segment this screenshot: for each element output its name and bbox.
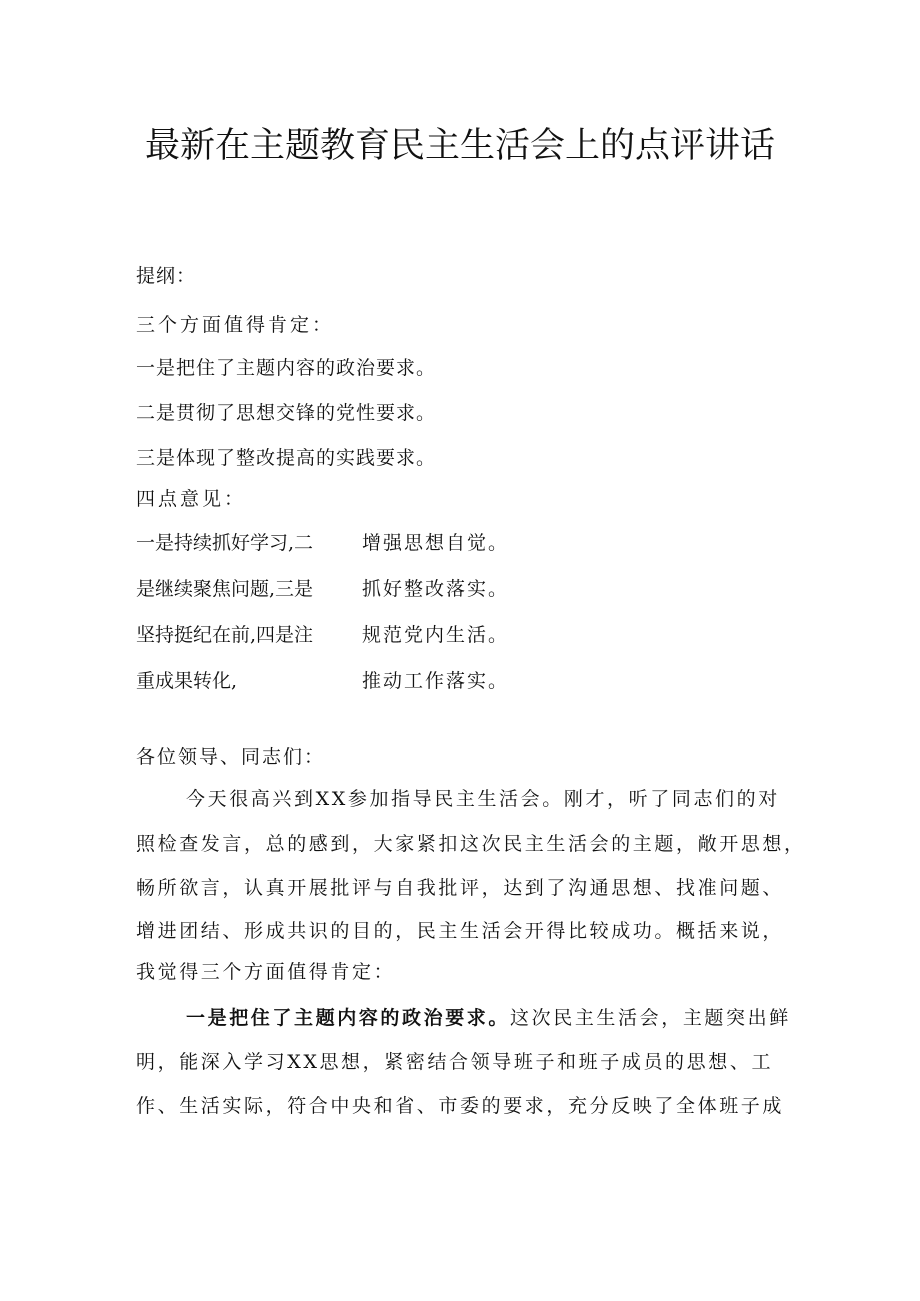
paragraph-line: 畅所欲言，认真开展批评与自我批评，达到了沟通思想、找准问题、 [136, 877, 785, 899]
four-points-right-column [362, 520, 509, 704]
document-title: 最新在主题教育民主生活会上的点评讲话 [144, 126, 775, 166]
paragraph-text: 这次民主生活会，主题突出鲜 [510, 1007, 791, 1029]
four-points-label: 四点意见： [136, 488, 247, 510]
bold-lead-heading: 一是把住了主题内容的政治要求。 [186, 1007, 511, 1029]
four-points-left-line: 是继续聚焦问题,三是 [136, 578, 314, 600]
aspect-item: 三是体现了整改提高的实践要求。 [136, 447, 437, 469]
paragraph-line: 我觉得三个方面值得肯定： [136, 961, 396, 983]
paragraph-line: 今天很高兴到XX参加指导民主生活会。刚才，听了同志们的对 [186, 788, 780, 810]
four-points-left-line: 一是持续抓好学习,二 [136, 532, 314, 554]
paragraph-line: 明，能深入学习XX思想，紧密结合领导班子和班子成员的思想、工 [136, 1051, 774, 1073]
four-points-right-line: 规范党内生活。 [362, 624, 510, 646]
outline-label: 提纲： [136, 265, 197, 287]
four-points-right-line: 抓好整改落实。 [362, 578, 510, 600]
paragraph-line: 增进团结、形成共识的目的，民主生活会开得比较成功。概括来说， [136, 920, 785, 942]
four-points-left-column [136, 520, 351, 704]
paragraph-line [186, 1006, 791, 1030]
paragraph-line: 作、生活实际，符合中央和省、市委的要求，充分反映了全体班子成 [136, 1095, 785, 1117]
three-aspects-label: 三个方面值得肯定： [136, 314, 335, 336]
aspect-item: 一是把住了主题内容的政治要求。 [136, 357, 437, 379]
four-points-left-line: 坚持挺纪在前,四是注 [136, 624, 314, 646]
paragraph-line: 照检查发言，总的感到，大家紧扣这次民主生活会的主题，敞开思想， [136, 833, 806, 855]
four-points-right-line: 增强思想自觉。 [362, 532, 510, 554]
salutation: 各位领导、同志们： [136, 746, 326, 768]
aspect-item: 二是贯彻了思想交锋的党性要求。 [136, 402, 437, 424]
four-points-right-line: 推动工作落实。 [362, 670, 510, 692]
four-points-left-line: 重成果转化, [136, 670, 238, 692]
